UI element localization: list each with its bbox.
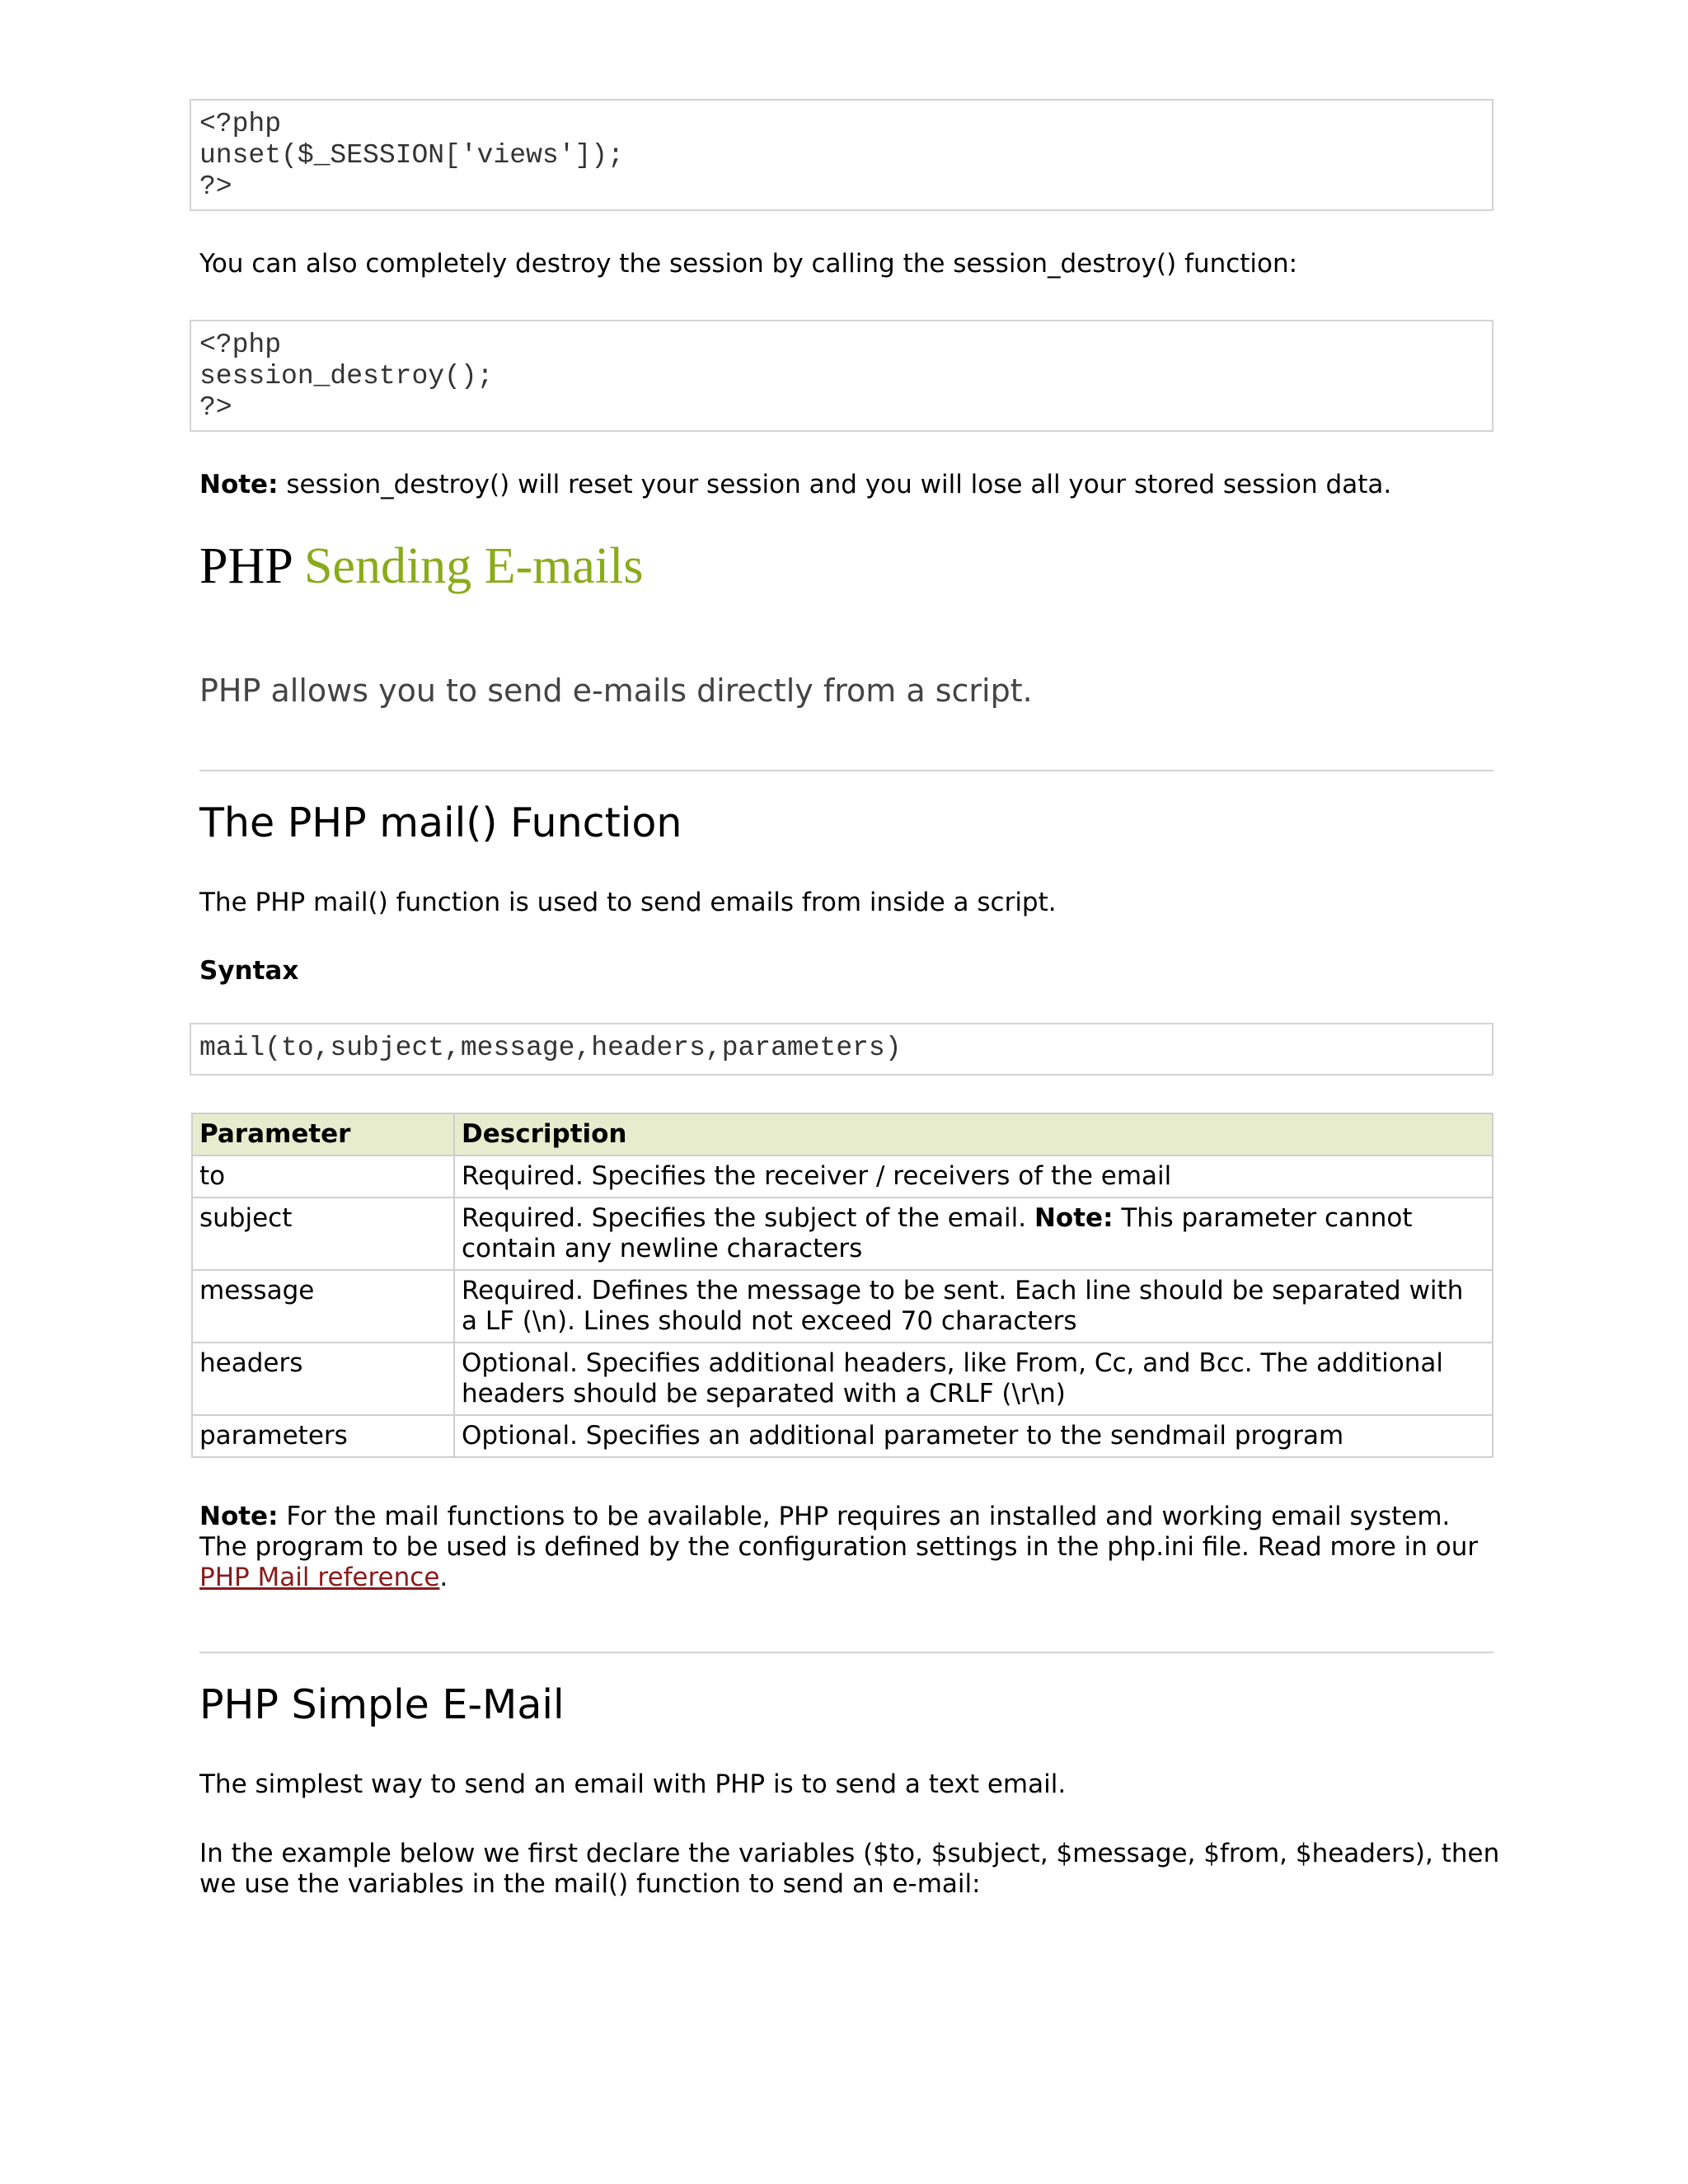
table-row [192, 1197, 1493, 1270]
table-row [192, 1415, 1493, 1457]
param-description-note-label: Note: [1034, 1203, 1114, 1233]
note-label: Note: [199, 1502, 279, 1531]
param-description: Optional. Specifies additional headers, like From, Cc, and Bcc. The additional headers should be separated with a CRLF (\r\n) [454, 1343, 1493, 1415]
table-row [192, 1270, 1493, 1343]
lead-paragraph: PHP allows you to send e-mails directly from a script. [199, 673, 1033, 709]
param-description [454, 1197, 1493, 1270]
param-name: subject [192, 1197, 454, 1270]
code-block-syntax: mail(to,subject,message,headers,parameters) [190, 1023, 1493, 1076]
note-text: session_destroy() will reset your session and you will lose all your stored session data. [278, 470, 1392, 499]
note-mail-requirements [199, 1502, 1502, 1593]
param-description: Required. Defines the message to be sent. Each line should be separated with a LF (\n). Lines should not exceed 70 characters [454, 1270, 1493, 1343]
section-title-mail-function: The PHP mail() Function [199, 799, 682, 846]
note-session-destroy [199, 470, 1502, 500]
code-block-session-destroy: <?php session_destroy(); ?> [190, 320, 1493, 432]
param-name: parameters [192, 1415, 454, 1457]
page-title-prefix: PHP [199, 538, 304, 594]
note-label: Note: [199, 470, 279, 499]
param-name: to [192, 1155, 454, 1197]
page-title [199, 537, 644, 595]
column-header-description: Description [454, 1113, 1493, 1155]
table-row [192, 1155, 1493, 1197]
simple-email-intro: The simplest way to send an email with PHP is to send a text email. [199, 1769, 1067, 1799]
param-description: Required. Specifies the receiver / receivers of the email [454, 1155, 1493, 1197]
divider [199, 770, 1493, 771]
page-title-accent: Sending E-mails [303, 538, 644, 594]
note-end: . [439, 1563, 448, 1592]
mail-function-intro: The PHP mail() function is used to send emails from inside a script. [199, 888, 1057, 917]
param-name: message [192, 1270, 454, 1343]
simple-email-example-intro: In the example below we first declare the variables ($to, $subject, $message, $from, $headers), then we use the variables in the mail() function to send an e-mail: [199, 1839, 1500, 1899]
section-title-simple-email: PHP Simple E-Mail [199, 1681, 565, 1728]
syntax-label: Syntax [199, 956, 299, 986]
table-row [192, 1343, 1493, 1415]
paragraph-session-destroy: You can also completely destroy the session by calling the session_destroy() function: [199, 249, 1298, 279]
param-description-text: Required. Specifies the subject of the email. [462, 1203, 1034, 1233]
note-text: For the mail functions to be available, PHP requires an installed and working email system. The program to be used is defined by the configuration settings in the php.ini file. Read more in our [199, 1502, 1479, 1562]
php-mail-reference-link[interactable]: PHP Mail reference [199, 1563, 440, 1592]
column-header-parameter: Parameter [192, 1113, 454, 1155]
code-block-unset: <?php unset($_SESSION['views']); ?> [190, 99, 1493, 211]
parameters-table [191, 1113, 1493, 1458]
divider [199, 1652, 1493, 1653]
param-description-note-text: This parameter cannot contain any newline characters [462, 1203, 1413, 1263]
table-header-row [192, 1113, 1493, 1155]
param-description: Optional. Specifies an additional parameter to the sendmail program [454, 1415, 1493, 1457]
param-name: headers [192, 1343, 454, 1415]
